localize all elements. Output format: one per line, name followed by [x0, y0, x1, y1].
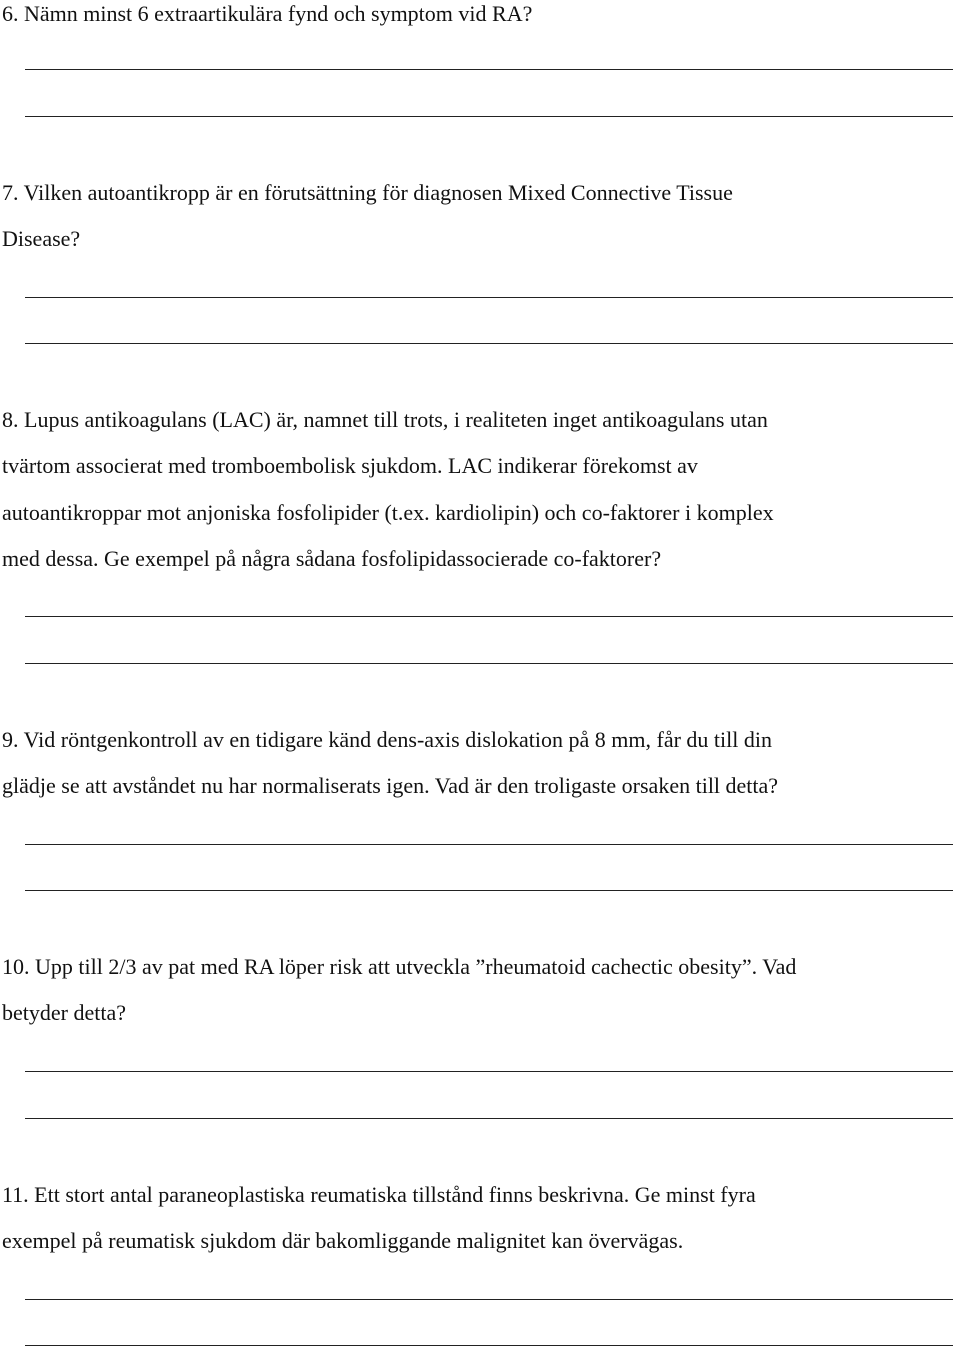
question-8-text-line-3: autoantikroppar mot anjoniska fosfolipider (t.ex. kardiolipin) och co-faktorer i komplex [2, 500, 774, 525]
question-9-text-line-1: 9. Vid röntgenkontroll av en tidigare känd dens-axis dislokation på 8 mm, får du till din [2, 727, 772, 752]
question-11-text-line-2: exempel på reumatisk sjukdom där bakomliggande malignitet kan övervägas. [2, 1228, 684, 1253]
question-7-text-line-1: 7. Vilken autoantikropp är en förutsättning för diagnosen Mixed Connective Tissue [2, 180, 733, 205]
question-7-answer-line-1[interactable] [25, 297, 953, 298]
question-8-text-line-1: 8. Lupus antikoagulans (LAC) är, namnet till trots, i realiteten inget antikoagulans utan [2, 407, 768, 432]
question-8-answer-line-1[interactable] [25, 616, 953, 617]
question-11-answer-line-2[interactable] [25, 1345, 953, 1346]
question-10-text-line-2: betyder detta? [2, 1000, 126, 1025]
question-6-text-line-1: 6. Nämn minst 6 extraartikulära fynd och symptom vid RA? [2, 1, 533, 26]
question-6-answer-line-1[interactable] [25, 69, 953, 70]
question-8-text-line-2: tvärtom associerat med tromboembolisk sjukdom. LAC indikerar förekomst av [2, 453, 698, 478]
question-9-answer-line-1[interactable] [25, 844, 953, 845]
question-9-answer-line-2[interactable] [25, 890, 953, 891]
question-11-text-line-1: 11. Ett stort antal paraneoplastiska reumatiska tillstånd finns beskrivna. Ge minst fyra [2, 1182, 756, 1207]
question-8-answer-line-2[interactable] [25, 663, 953, 664]
question-7-text-line-2: Disease? [2, 226, 81, 251]
question-10-answer-line-1[interactable] [25, 1071, 953, 1072]
question-9-text-line-2: glädje se att avståndet nu har normaliserats igen. Vad är den troligaste orsaken till detta? [2, 773, 779, 798]
question-10-text-line-1: 10. Upp till 2/3 av pat med RA löper risk att utveckla ”rheumatoid cachectic obesity”. Vad [2, 954, 797, 979]
question-10-answer-line-2[interactable] [25, 1118, 953, 1119]
question-6-answer-line-2[interactable] [25, 116, 953, 117]
question-11-answer-line-1[interactable] [25, 1299, 953, 1300]
question-7-answer-line-2[interactable] [25, 343, 953, 344]
question-8-text-line-4: med dessa. Ge exempel på några sådana fosfolipidassocierade co-faktorer? [2, 546, 662, 571]
